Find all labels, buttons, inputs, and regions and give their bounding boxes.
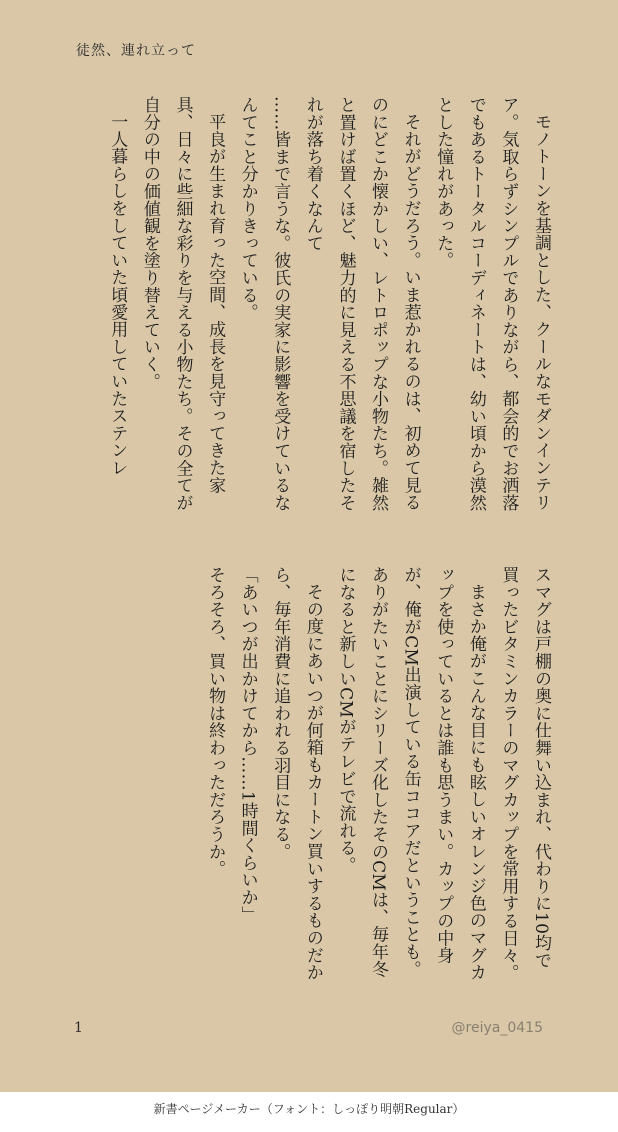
paragraph: スマグは戸棚の奥に仕舞い込まれ、代わりに10均で買ったビタミンカラーのマグカップを常用する日々。	[498, 566, 551, 982]
page-number: 1	[74, 1020, 83, 1036]
paragraph: それがどうだろう。いま惹かれるのは、初めて見るのにどこか懐かしい、レトロポップな小物たち。雑然と置けば置くほど、魅力的に見える不思議を宿したそれが落ち着くなんて	[302, 96, 421, 512]
paragraph: そろそろ、買い物は終わっただろうか。	[205, 566, 226, 878]
paragraph: その度にあいつが何箱もカートン買いするものだから、毎年消費に追われる羽目になる。	[270, 566, 323, 981]
generator-caption: 新書ページメーカー（フォント：しっぽり明朝Regular）	[153, 1102, 465, 1116]
paragraph: モノトーンを基調とした、クールなモダンインテリア。気取らずシンプルでありながら、都会的でお洒落でもあるトータルコーディネートは、幼い頃から漠然とした憧れがあった。	[433, 96, 551, 512]
paragraph: 一人暮らしをしていた頃愛用していたステンレ	[107, 113, 128, 477]
author-handle: @reiya_0415	[451, 1020, 543, 1036]
chapter-title: 徒然、連れ立って	[76, 43, 196, 59]
paragraph: 平良が生まれ育った空間、成長を見守ってきた家具、日々に些細な彩りを与える小物たち。その全てが自分の中の価値観を塗り替えていく。	[139, 96, 226, 512]
paragraph: 「あいつが出かけてから……1時間くらいか」	[237, 566, 258, 924]
paragraph: ……皆まで言うな。彼氏の実家に影響を受けているなんてこと分かりきっている。	[237, 96, 291, 512]
text-block-bottom	[67, 566, 557, 986]
text-block-top	[67, 96, 557, 516]
paragraph: まさか俺がこんな目にも眩しいオレンジ色のマグカップを使っているとは誰も思うまい。カップの中身が、俺がCM出演している缶ココアだということも。ありがたいことにシリーズ化したそのCMは、毎年冬になると新しいCMがテレビで流れる。	[335, 566, 486, 981]
